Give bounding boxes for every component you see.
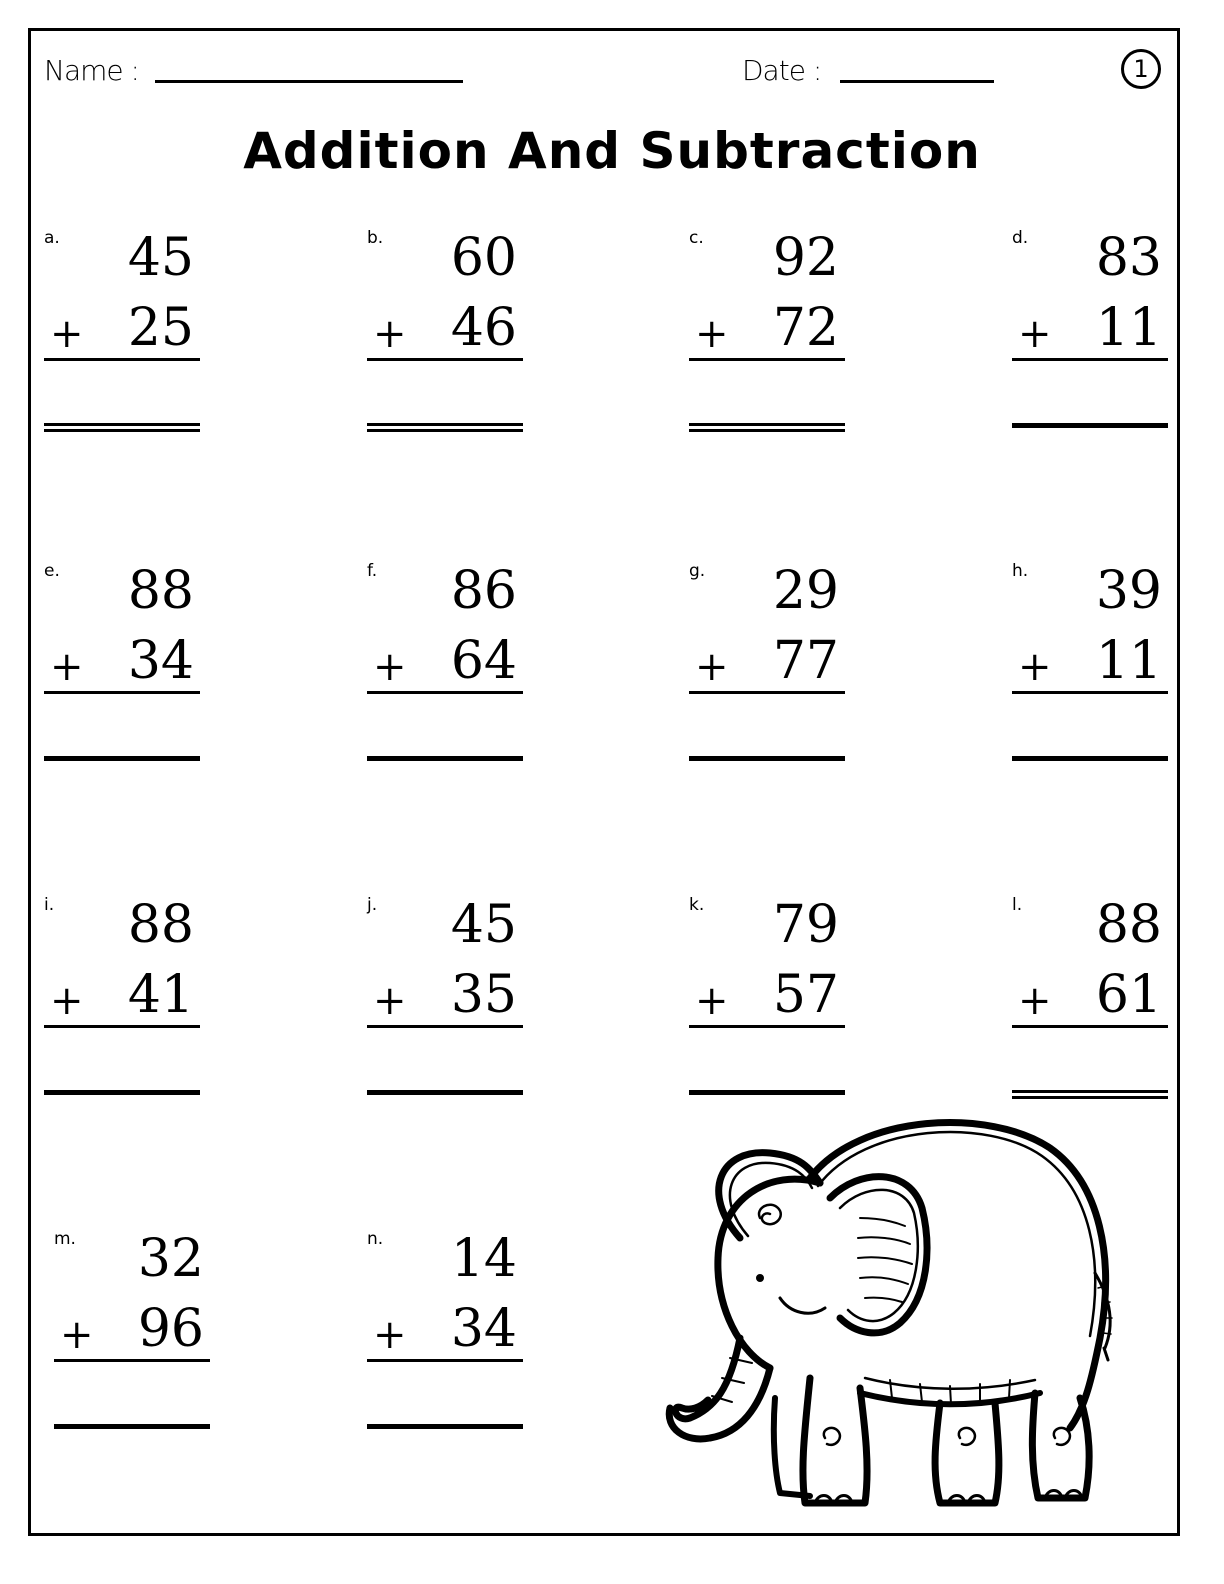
date-label: Date : bbox=[742, 54, 822, 87]
sum-rule bbox=[367, 358, 523, 361]
top-number: 32 bbox=[137, 1229, 204, 1289]
sum-rule bbox=[689, 1025, 845, 1028]
problem-n bbox=[367, 1229, 523, 1449]
answer-line[interactable] bbox=[44, 1090, 200, 1095]
plus-sign: + bbox=[50, 644, 84, 690]
problem-l bbox=[1012, 895, 1168, 1115]
bottom-number: 46 bbox=[450, 298, 517, 358]
sum-rule bbox=[44, 691, 200, 694]
sum-rule bbox=[1012, 691, 1168, 694]
answer-line[interactable] bbox=[1012, 423, 1168, 428]
top-number: 14 bbox=[450, 1229, 517, 1289]
top-number: 88 bbox=[1095, 895, 1162, 955]
plus-sign: + bbox=[695, 978, 729, 1024]
top-number: 60 bbox=[450, 228, 517, 288]
sum-rule bbox=[44, 358, 200, 361]
problem-label: d. bbox=[1012, 228, 1029, 248]
bottom-number: 64 bbox=[450, 631, 517, 691]
plus-sign: + bbox=[50, 311, 84, 357]
top-number: 45 bbox=[450, 895, 517, 955]
bottom-number: 61 bbox=[1095, 965, 1162, 1025]
sum-rule bbox=[367, 1359, 523, 1362]
page-number-badge: 1 bbox=[1121, 49, 1161, 89]
plus-sign: + bbox=[1018, 644, 1052, 690]
problem-label: h. bbox=[1012, 561, 1029, 581]
date-field[interactable] bbox=[840, 80, 994, 83]
problem-label: b. bbox=[367, 228, 384, 248]
name-field[interactable] bbox=[155, 80, 463, 83]
bottom-number: 77 bbox=[772, 631, 839, 691]
bottom-number: 34 bbox=[450, 1299, 517, 1359]
problem-d bbox=[1012, 228, 1168, 448]
bottom-number: 35 bbox=[450, 965, 517, 1025]
answer-line[interactable] bbox=[367, 1090, 523, 1095]
answer-line[interactable] bbox=[367, 1424, 523, 1429]
plus-sign: + bbox=[1018, 978, 1052, 1024]
answer-line[interactable] bbox=[54, 1424, 210, 1429]
top-number: 45 bbox=[127, 228, 194, 288]
page-title: Addition And Subtraction bbox=[243, 122, 981, 180]
problem-label: a. bbox=[44, 228, 60, 248]
bottom-number: 57 bbox=[772, 965, 839, 1025]
problem-a bbox=[44, 228, 200, 448]
problem-label: g. bbox=[689, 561, 706, 581]
top-number: 29 bbox=[772, 561, 839, 621]
sum-rule bbox=[367, 691, 523, 694]
problem-f bbox=[367, 561, 523, 781]
sum-rule bbox=[367, 1025, 523, 1028]
problem-m bbox=[54, 1229, 210, 1449]
problem-h bbox=[1012, 561, 1168, 781]
top-number: 92 bbox=[772, 228, 839, 288]
answer-line[interactable] bbox=[44, 423, 200, 432]
sum-rule bbox=[44, 1025, 200, 1028]
name-label: Name : bbox=[44, 54, 139, 87]
bottom-number: 11 bbox=[1095, 298, 1162, 358]
problem-e bbox=[44, 561, 200, 781]
plus-sign: + bbox=[60, 1312, 94, 1358]
plus-sign: + bbox=[373, 1312, 407, 1358]
problem-label: i. bbox=[44, 895, 55, 915]
problem-g bbox=[689, 561, 845, 781]
problem-i bbox=[44, 895, 200, 1115]
answer-line[interactable] bbox=[689, 423, 845, 432]
problem-label: e. bbox=[44, 561, 60, 581]
top-number: 79 bbox=[772, 895, 839, 955]
answer-line[interactable] bbox=[1012, 756, 1168, 761]
problem-j bbox=[367, 895, 523, 1115]
sum-rule bbox=[689, 358, 845, 361]
problem-b bbox=[367, 228, 523, 448]
sum-rule bbox=[1012, 358, 1168, 361]
sum-rule bbox=[1012, 1025, 1168, 1028]
plus-sign: + bbox=[1018, 311, 1052, 357]
bottom-number: 72 bbox=[772, 298, 839, 358]
problem-label: m. bbox=[54, 1229, 76, 1249]
answer-line[interactable] bbox=[44, 756, 200, 761]
answer-line[interactable] bbox=[689, 756, 845, 761]
plus-sign: + bbox=[695, 311, 729, 357]
sum-rule bbox=[54, 1359, 210, 1362]
top-number: 88 bbox=[127, 895, 194, 955]
bottom-number: 96 bbox=[137, 1299, 204, 1359]
top-number: 39 bbox=[1095, 561, 1162, 621]
bottom-number: 11 bbox=[1095, 631, 1162, 691]
top-number: 88 bbox=[127, 561, 194, 621]
bottom-number: 25 bbox=[127, 298, 194, 358]
problem-c bbox=[689, 228, 845, 448]
plus-sign: + bbox=[373, 978, 407, 1024]
problem-label: j. bbox=[367, 895, 378, 915]
answer-line[interactable] bbox=[367, 423, 523, 432]
top-number: 83 bbox=[1095, 228, 1162, 288]
plus-sign: + bbox=[695, 644, 729, 690]
plus-sign: + bbox=[50, 978, 84, 1024]
answer-line[interactable] bbox=[367, 756, 523, 761]
plus-sign: + bbox=[373, 644, 407, 690]
plus-sign: + bbox=[373, 311, 407, 357]
problem-label: k. bbox=[689, 895, 705, 915]
answer-line[interactable] bbox=[1012, 1090, 1168, 1099]
problem-label: n. bbox=[367, 1229, 384, 1249]
problem-k bbox=[689, 895, 845, 1115]
problem-label: l. bbox=[1012, 895, 1023, 915]
bottom-number: 34 bbox=[127, 631, 194, 691]
problem-label: c. bbox=[689, 228, 704, 248]
problem-label: f. bbox=[367, 561, 378, 581]
sum-rule bbox=[689, 691, 845, 694]
bottom-number: 41 bbox=[127, 965, 194, 1025]
answer-line[interactable] bbox=[689, 1090, 845, 1095]
top-number: 86 bbox=[450, 561, 517, 621]
elephant-illustration bbox=[660, 1108, 1170, 1528]
